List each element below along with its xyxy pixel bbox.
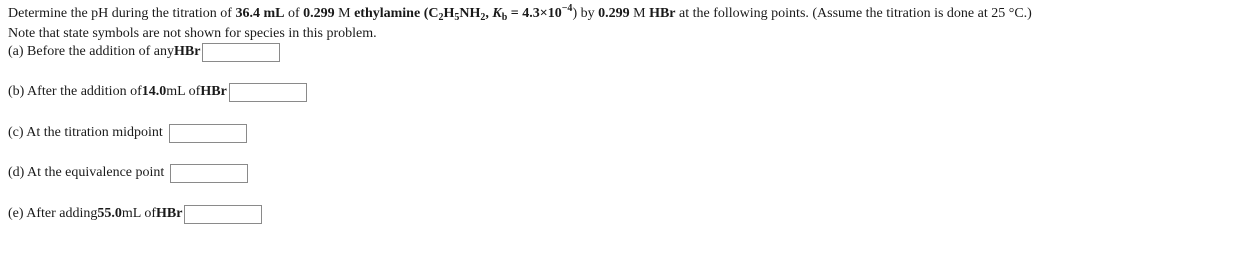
acid-unit: M [629, 6, 650, 21]
part-b [8, 83, 307, 102]
part-b-mid: mL of [166, 84, 201, 100]
problem-tail-text: at the following points. (Assume the titration is done at 25 °C.) [675, 6, 1032, 21]
kb-value: 4.3×10 [522, 6, 562, 21]
part-a-acid: HBr [174, 44, 201, 60]
problem-intro-text: Determine the pH during the titration of [8, 6, 236, 21]
part-c-answer-input[interactable] [169, 124, 247, 143]
part-e-answer-input[interactable] [184, 205, 262, 224]
part-a [8, 43, 280, 62]
part-e-volume: 55.0 [97, 206, 122, 222]
problem-note: Note that state symbols are not shown for species in this problem. [8, 26, 377, 41]
part-c-label: (c) At the titration midpoint [8, 125, 163, 141]
text-by: ) by [572, 6, 599, 21]
part-e-mid: mL of [121, 206, 157, 222]
problem-statement [8, 3, 1032, 46]
part-b-acid: HBr [200, 84, 227, 100]
base-unit: M [334, 6, 355, 21]
part-e [8, 205, 262, 224]
part-e-acid: HBr [156, 206, 183, 222]
part-b-label: (b) After the addition of [8, 84, 142, 100]
problem-question [8, 3, 1032, 26]
kb-symbol: K [492, 6, 502, 21]
base-formula: ($C_2H_5NH_2$, $K_b = 4.3\times 10^{-4}$ [420, 3, 573, 23]
part-e-label: (e) After adding [8, 206, 98, 222]
part-a-answer-input[interactable] [202, 43, 280, 62]
part-c [8, 124, 247, 143]
part-b-volume: 14.0 [141, 84, 167, 100]
part-d-label: (d) At the equivalence point [8, 165, 165, 181]
base-volume: 36.4 mL [235, 6, 285, 21]
acid-name: HBr [649, 6, 676, 21]
part-a-label: (a) Before the addition of any [8, 44, 174, 60]
part-d-answer-input[interactable] [170, 164, 248, 183]
part-b-answer-input[interactable] [229, 83, 307, 102]
acid-concentration: 0.299 [598, 6, 630, 21]
base-concentration: 0.299 [303, 6, 335, 21]
part-d [8, 164, 248, 183]
base-name: ethylamine [354, 6, 421, 21]
text-of: of [284, 6, 304, 21]
